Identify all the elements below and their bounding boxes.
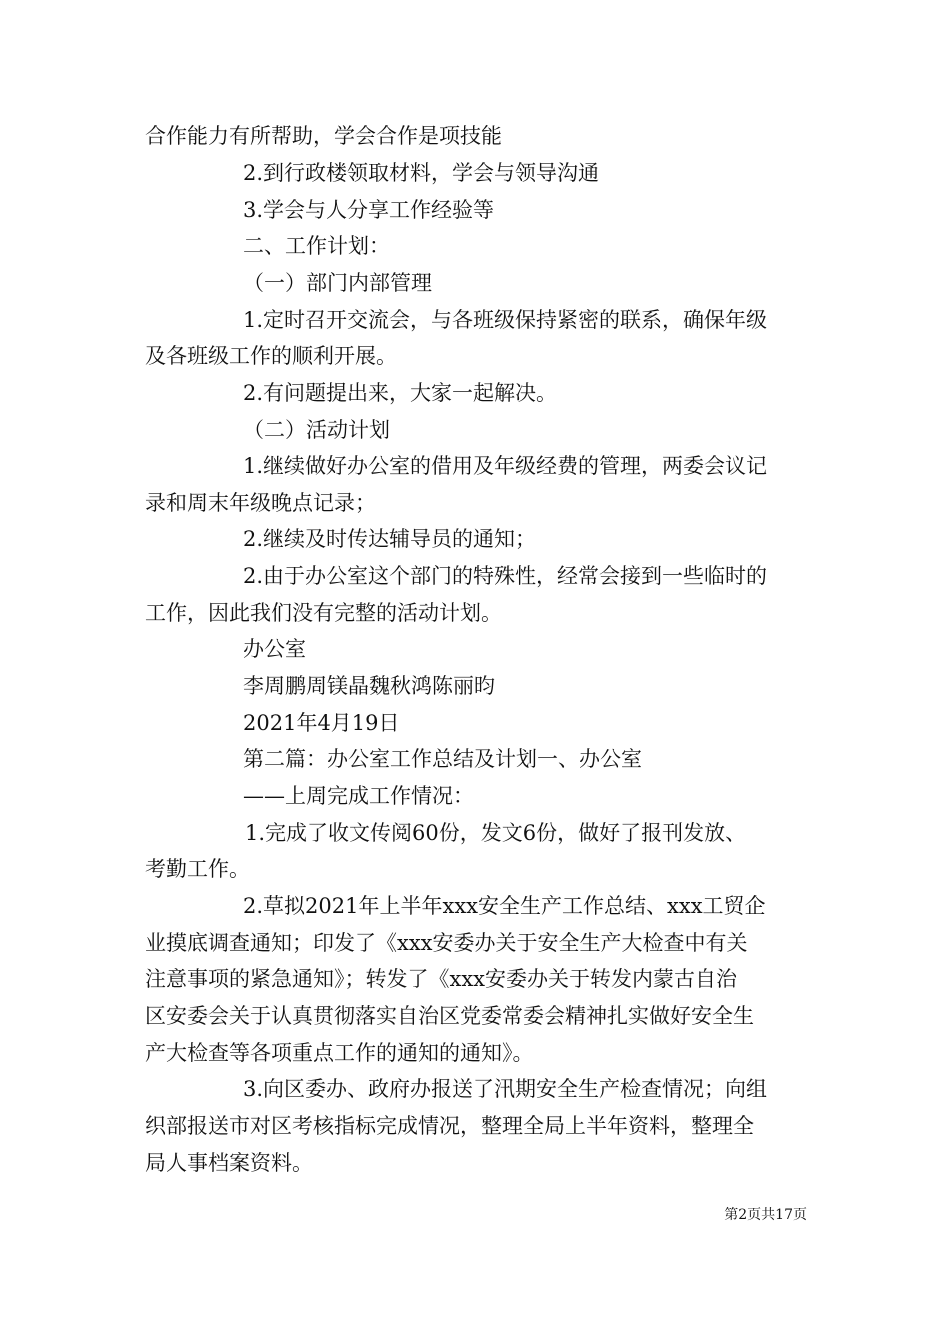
text-line: 2.继续及时传达辅导员的通知； xyxy=(243,527,537,551)
text-line: 1.完成了收文传阅60份，发文6份，做好了报刊发放、 xyxy=(245,821,747,845)
text-line: 局人事档案资料。 xyxy=(145,1151,313,1175)
text-line: 1.继续做好办公室的借用及年级经费的管理，两委会议记 xyxy=(243,454,768,478)
subsection-heading: （一）部门内部管理 xyxy=(243,271,432,295)
text-line: 录和周末年级晚点记录； xyxy=(145,491,376,515)
text-line: 2.草拟2021年上半年xxx安全生产工作总结、xxx工贸企 xyxy=(243,894,766,918)
text-line: 3.学会与人分享工作经验等 xyxy=(243,198,495,222)
text-line: 业摸底调查通知；印发了《xxx安委办关于安全生产大检查中有关 xyxy=(145,931,748,955)
text-line: 考勤工作。 xyxy=(145,857,250,881)
text-line: 2.到行政楼领取材料，学会与领导沟通 xyxy=(243,161,600,185)
section-heading: ——上周完成工作情况： xyxy=(243,784,474,808)
subsection-heading: （二）活动计划 xyxy=(243,418,390,442)
text-line: 合作能力有所帮助，学会合作是项技能 xyxy=(145,124,502,148)
text-line: 产大检查等各项重点工作的通知的通知》。 xyxy=(145,1041,534,1065)
text-line: 及各班级工作的顺利开展。 xyxy=(145,344,397,368)
text-line: 注意事项的紧急通知》；转发了《xxx安委办关于转发内蒙古自治 xyxy=(145,967,738,991)
signature-office: 办公室 xyxy=(243,637,306,661)
text-line: 工作，因此我们没有完整的活动计划。 xyxy=(145,601,502,625)
text-line: 2.有问题提出来，大家一起解决。 xyxy=(243,381,558,405)
signature-date: 2021年4月19日 xyxy=(243,711,400,735)
chapter-title: 第二篇：办公室工作总结及计划一、办公室 xyxy=(243,747,642,771)
text-line: 2.由于办公室这个部门的特殊性，经常会接到一些临时的 xyxy=(243,564,768,588)
text-line: 3.向区委办、政府办报送了汛期安全生产检查情况；向组 xyxy=(243,1077,768,1101)
signature-names: 李周鹏周镁晶魏秋鸿陈丽昀 xyxy=(243,674,495,698)
section-heading: 二、工作计划： xyxy=(243,234,390,258)
text-line: 区安委会关于认真贯彻落实自治区党委常委会精神扎实做好安全生 xyxy=(145,1004,754,1028)
text-line: 1.定时召开交流会，与各班级保持紧密的联系，确保年级 xyxy=(243,308,768,332)
text-line: 织部报送市对区考核指标完成情况，整理全局上半年资料，整理全 xyxy=(145,1114,754,1138)
page-number: 第2页共17页 xyxy=(724,1207,807,1223)
